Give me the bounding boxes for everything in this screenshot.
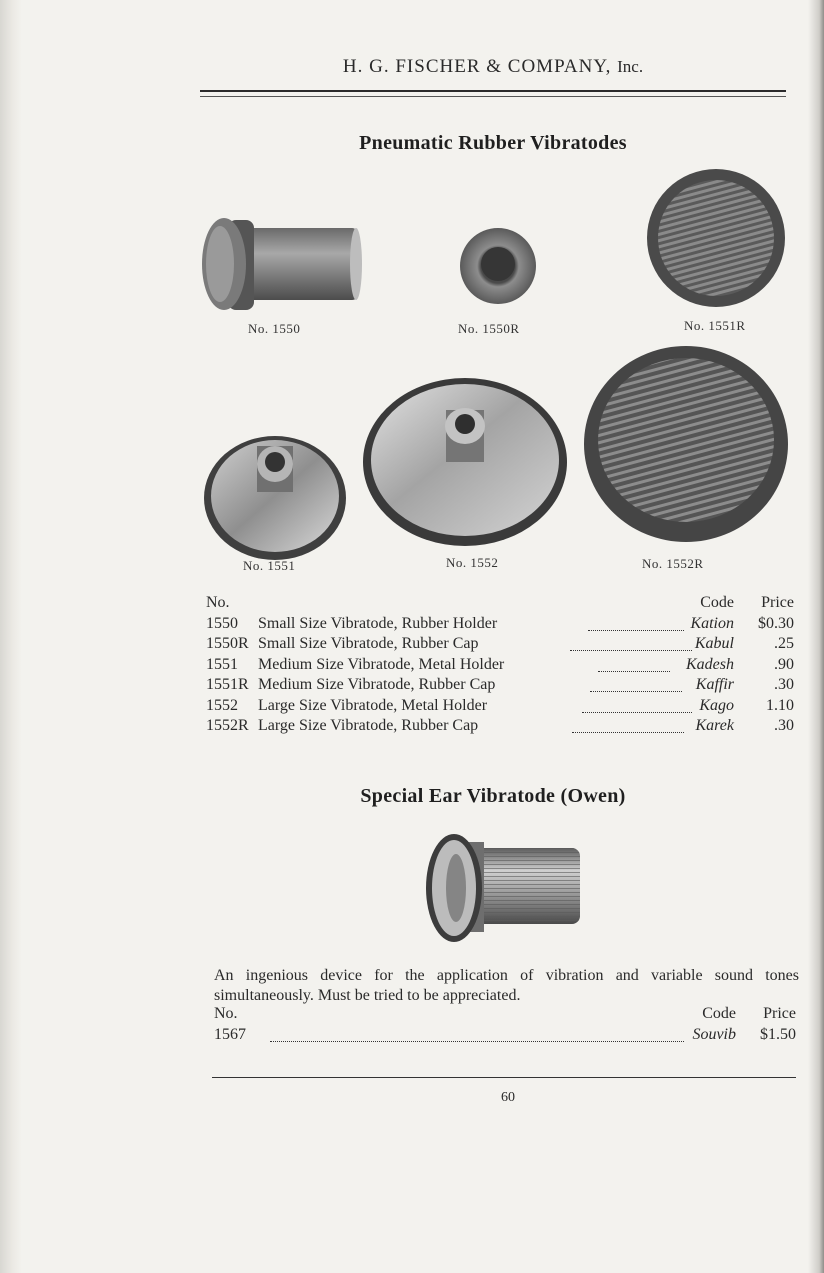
item-price: $0.30 — [758, 614, 794, 632]
product-1552-illustration — [362, 370, 568, 548]
section-title-pneumatic: Pneumatic Rubber Vibratodes — [359, 132, 627, 154]
ear-vibratode-price-table — [214, 1004, 798, 1045]
table-row — [206, 655, 796, 676]
figure-caption: No. 1551 — [243, 558, 296, 573]
product-1552r-illustration — [583, 344, 789, 550]
item-code: Kadesh — [686, 655, 734, 673]
figure-caption: No. 1550 — [248, 321, 301, 336]
leader-dots — [582, 711, 692, 713]
figure-caption: No. 1550R — [458, 321, 520, 336]
table-row — [206, 675, 796, 696]
item-code: Souvib — [692, 1025, 736, 1043]
item-description: Small Size Vibratode, Rubber Cap — [258, 635, 479, 652]
leader-dots — [590, 690, 682, 692]
table-row — [214, 1025, 798, 1046]
company-name: H. G. FISCHER & COMPANY, — [342, 56, 612, 77]
item-price: .30 — [774, 717, 794, 734]
item-description: Large Size Vibratode, Metal Holder — [258, 696, 488, 714]
ear-vibratode-description: An ingenious device for the application of vibration and variable sound tones simultaneously. Must be tried to be appreciated. — [214, 967, 799, 1004]
product-1551r-illustration — [646, 168, 786, 308]
figure-caption: No. 1551R — [684, 318, 746, 333]
page-edge-left — [0, 0, 22, 1273]
page-header — [200, 56, 786, 78]
item-description: Medium Size Vibratode, Rubber Cap — [258, 676, 496, 693]
item-code: Kaffir — [695, 676, 734, 693]
item-description: Large Size Vibratode, Rubber Cap — [258, 717, 479, 734]
header-rule-thick — [200, 90, 786, 92]
item-code: Kago — [699, 696, 734, 714]
item-price: .90 — [774, 655, 794, 673]
item-price: .30 — [774, 676, 794, 693]
leader-dots — [588, 629, 684, 631]
item-description: Medium Size Vibratode, Metal Holder — [258, 655, 505, 673]
leader-dots — [570, 649, 692, 651]
item-price: .25 — [774, 635, 794, 652]
item-no: 1550 — [206, 614, 238, 632]
page-number: 60 — [501, 1090, 515, 1105]
table-row — [206, 696, 796, 717]
item-code: Karek — [695, 717, 734, 734]
header-rule-thin — [200, 96, 786, 97]
item-no: 1552R — [206, 717, 249, 734]
table-row — [206, 634, 796, 655]
section-title-ear-vibratode: Special Ear Vibratode (Owen) — [360, 785, 626, 807]
header-price: Price — [761, 594, 794, 611]
vibratode-price-table — [206, 593, 796, 737]
table-row — [206, 716, 796, 737]
item-no: 1550R — [206, 635, 249, 652]
item-no: 1567 — [214, 1025, 246, 1043]
company-suffix: Inc. — [617, 57, 644, 76]
table-row — [206, 614, 796, 635]
page-edge-right — [808, 0, 824, 1273]
item-no: 1551 — [206, 655, 238, 673]
header-no: No. — [214, 1005, 238, 1022]
item-code: Kation — [690, 614, 734, 632]
figure-caption: No. 1552R — [642, 556, 704, 571]
item-price: $1.50 — [760, 1025, 796, 1043]
footer-rule — [212, 1077, 796, 1078]
figure-caption: No. 1552 — [446, 555, 499, 570]
product-1567-illustration — [424, 832, 584, 944]
leader-dots — [572, 731, 684, 733]
leader-dots — [598, 670, 670, 672]
product-1550r-illustration — [458, 226, 538, 306]
header-price: Price — [763, 1005, 796, 1022]
table-header-row — [214, 1004, 798, 1025]
item-no: 1552 — [206, 696, 238, 714]
product-1550-illustration — [198, 212, 368, 318]
header-code: Code — [702, 1005, 736, 1022]
item-code: Kabul — [694, 635, 734, 652]
leader-dots — [270, 1040, 684, 1042]
item-no: 1551R — [206, 676, 249, 693]
header-no: No. — [206, 594, 230, 611]
product-1551-illustration — [203, 426, 347, 566]
table-header-row — [206, 593, 796, 614]
item-description: Small Size Vibratode, Rubber Holder — [258, 614, 498, 632]
header-code: Code — [700, 594, 734, 611]
item-price: 1.10 — [766, 696, 794, 714]
